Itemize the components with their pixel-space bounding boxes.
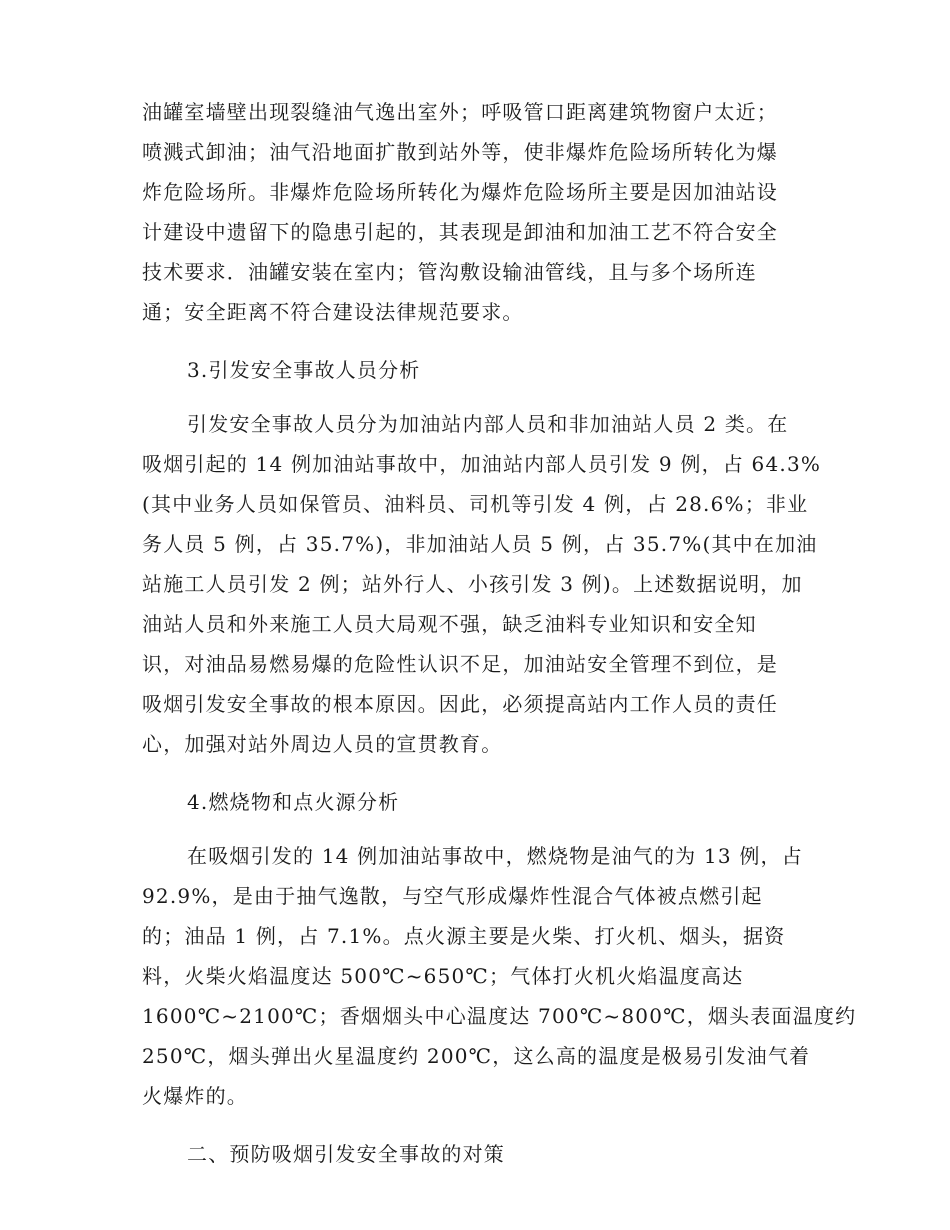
paragraph-line: 在吸烟引发的 14 例加油站事故中，燃烧物是油气的为 13 例，占 bbox=[187, 844, 803, 868]
paragraph-line: 务人员 5 例，占 35.7%)，非加油站人员 5 例，占 35.7%(其中在加油 bbox=[142, 532, 818, 556]
paragraph-line: 炸危险场所。非爆炸危险场所转化为爆炸危险场所主要是因加油站设 bbox=[142, 180, 778, 204]
section-heading-3: 3.引发安全事故人员分析 bbox=[187, 358, 421, 382]
paragraph-line: 吸烟引起的 14 例加油站事故中，加油站内部人员引发 9 例，占 64.3% bbox=[142, 452, 822, 476]
paragraph-line: 的；油品 1 例，占 7.1%。点火源主要是火柴、打火机、烟头，据资 bbox=[142, 924, 786, 948]
section-heading-4: 4.燃烧物和点火源分析 bbox=[187, 790, 400, 814]
paragraph-line: 油罐室墙壁出现裂缝油气逸出室外；呼吸管口距离建筑物窗户太近； bbox=[142, 100, 778, 124]
paragraph-line: 通；安全距离不符合建设法律规范要求。 bbox=[142, 300, 524, 324]
section-heading-2: 二、预防吸烟引发安全事故的对策 bbox=[187, 1142, 505, 1166]
paragraph-line: 92.9%，是由于抽气逸散，与空气形成爆炸性混合气体被点燃引起 bbox=[142, 884, 763, 908]
paragraph-line: 识，对油品易燃易爆的危险性认识不足，加油站安全管理不到位，是 bbox=[142, 652, 778, 676]
paragraph-line: 火爆炸的。 bbox=[142, 1084, 248, 1108]
paragraph-line: 吸烟引发安全事故的根本原因。因此，必须提高站内工作人员的责任 bbox=[142, 692, 778, 716]
paragraph-line: 技术要求．油罐安装在室内；管沟敷设输油管线，且与多个场所连 bbox=[142, 260, 757, 284]
paragraph-line: 1600℃~2100℃；香烟烟头中心温度达 700℃~800℃，烟头表面温度约 bbox=[142, 1004, 857, 1028]
paragraph-line: 引发安全事故人员分为加油站内部人员和非加油站人员 2 类。在 bbox=[187, 412, 789, 436]
paragraph-line: 站施工人员引发 2 例；站外行人、小孩引发 3 例)。上述数据说明，加 bbox=[142, 572, 803, 596]
paragraph-line: 料，火柴火焰温度达 500℃~650℃；气体打火机火焰温度高达 bbox=[142, 964, 744, 988]
paragraph-line: 250℃，烟头弹出火星温度约 200℃，这么高的温度是极易引发油气着 bbox=[142, 1044, 811, 1068]
paragraph-line: 喷溅式卸油；油气沿地面扩散到站外等，使非爆炸危险场所转化为爆 bbox=[142, 140, 778, 164]
paragraph-line: 心，加强对站外周边人员的宣贯教育。 bbox=[142, 732, 503, 756]
paragraph-line: (其中业务人员如保管员、油料员、司机等引发 4 例，占 28.6%；非业 bbox=[142, 492, 809, 516]
paragraph-line: 油站人员和外来施工人员大局观不强，缺乏油料专业知识和安全知 bbox=[142, 612, 757, 636]
paragraph-line: 计建设中遗留下的隐患引起的，其表现是卸油和加油工艺不符合安全 bbox=[142, 220, 778, 244]
